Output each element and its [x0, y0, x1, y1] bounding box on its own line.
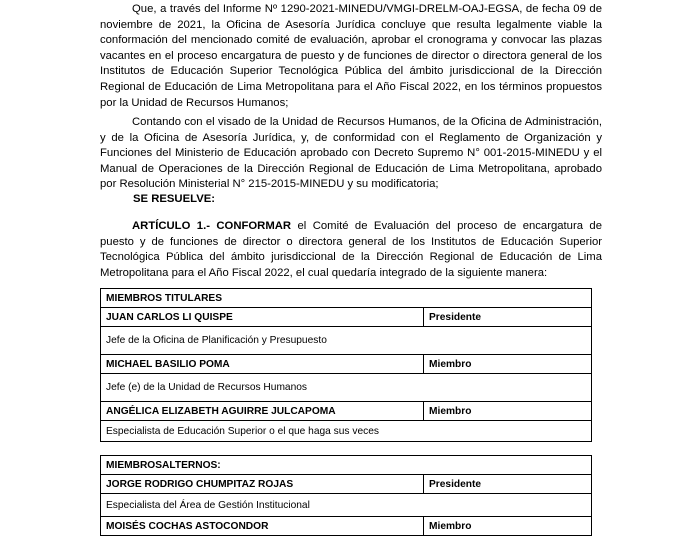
- member-role: Miembro: [424, 355, 592, 374]
- member-role: Miembro: [424, 402, 592, 421]
- member-name: MICHAEL BASILIO POMA: [101, 355, 424, 374]
- paragraph-informe: Que, a través del Informe Nº 1290-2021-MINEDU/VMGI-DRELM-OAJ-EGSA, de fecha 09 de noviembre de 2021, la Oficina de Asesoría Jurídica concluye que resulta legalmente viable la conformación del mencionado comité de evaluación, aprobar el cronograma y convocar las plazas vacantes en el proceso encargatura de puesto y de funciones de director o directora general de los Institutos de Educación Superior Tecnológica Pública del ámbito jurisdiccional de la Dirección Regional de Educación de Lima Metropolitana para el Año Fiscal 2022, en los términos propuestos por la Unidad de Recursos Humanos;: [100, 3, 602, 109]
- member-name: MOISÉS COCHAS ASTOCONDOR: [101, 517, 424, 536]
- member-name: JORGE RODRIGO CHUMPITAZ ROJAS: [101, 475, 424, 494]
- member-role: Miembro: [424, 517, 592, 536]
- member-position: Especialista de Educación Superior o el que haga sus veces: [101, 421, 592, 442]
- member-role: Presidente: [424, 308, 592, 327]
- paragraph-visado: Contando con el visado de la Unidad de Recursos Humanos, de la Oficina de Administración, y de la Oficina de Asesoría Jurídica, y, de conformidad con el Reglamento de Organización y Funciones del Ministerio de Educación aprobado con Decreto Supremo N° 001-2015-MINEDU y el Manual de Operaciones de la Dirección Regional de Educación de Lima Metropolitana, aprobado por Resolución Ministerial N° 215-2015-MINEDU y su modificatoria;: [100, 116, 602, 191]
- article-1-label: ARTÍCULO 1.- CONFORMAR: [132, 220, 292, 232]
- member-name: ANGÉLICA ELIZABETH AGUIRRE JULCAPOMA: [101, 402, 424, 421]
- article-1-text: el Comité de Evaluación del proceso de encargatura de puesto y de funciones de director o directora general de los Institutos de Educación Superior Tecnológica Pública del ámbito jurisdiccional de la Dirección Regional de Educación de Lima Metropolitana para el Año Fiscal 2022, el cual quedaría integrado de la siguiente manera:: [100, 220, 603, 279]
- alternos-header: MIEMBROSALTERNOS:: [101, 456, 592, 475]
- member-role: Presidente: [424, 475, 592, 494]
- member-position: Especialista del Área de Gestión Institucional: [101, 494, 592, 517]
- se-resuelve-heading: SE RESUELVE:: [133, 193, 216, 205]
- article-1: [100, 219, 602, 281]
- member-position: Jefe (e) de la Unidad de Recursos Humanos: [101, 374, 592, 402]
- member-name: JUAN CARLOS LI QUISPE: [101, 308, 424, 327]
- titulares-header: MIEMBROS TITULARES: [101, 289, 592, 308]
- miembros-alternos-table: [100, 455, 592, 536]
- miembros-titulares-table: [100, 288, 592, 442]
- member-position: Jefe de la Oficina de Planificación y Presupuesto: [101, 327, 592, 355]
